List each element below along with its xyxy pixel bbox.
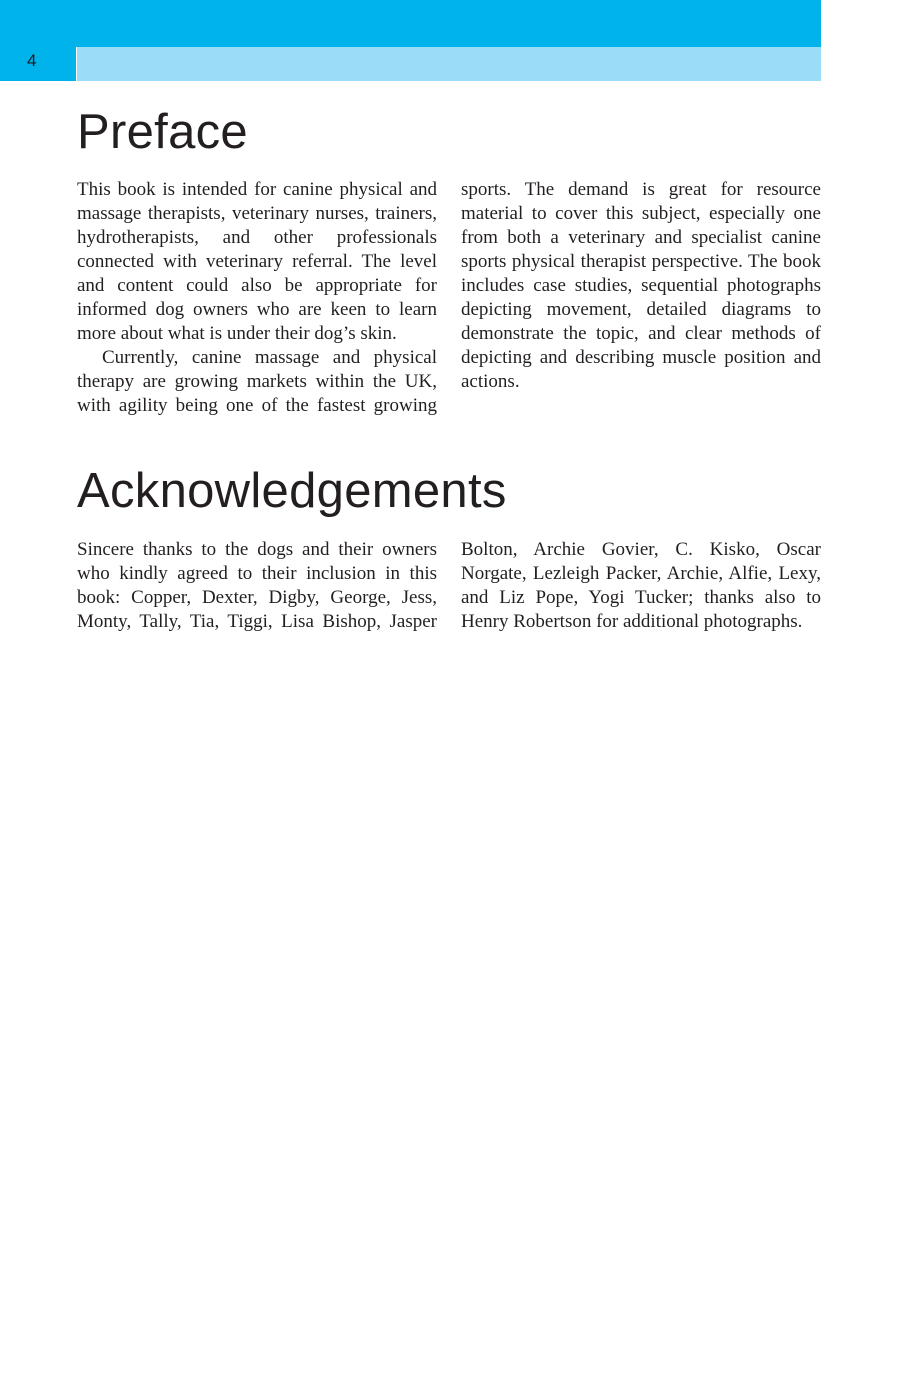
acknowledgements-heading: Acknowledgements	[77, 464, 507, 518]
acknowledgements-paragraph: Sincere thanks to the dogs and their owners who kindly agreed to their inclusion in this book: Copper, Dexter, Digby, George, Jess, Monty, Tally, Tia, Tiggi, Lisa Bishop, Jasper Bolton, Archie Govier, C. Kisko, Oscar Norgate, Lezleigh Packer, Archie, Alfie, Lexy, and Liz Pope, Yogi Tucker; thanks also to Henry Robertson for additional photographs.	[77, 539, 821, 632]
preface-paragraph: Currently, canine massage and physical therapy are growing markets within the UK, with agility being one of the fastest growing sports. The demand is great for resource material to cover this subject, especially one from both a veterinary and specialist canine sports physical therapist perspective. The book includes case studies, sequential photographs depicting movement, detailed diagrams to demonstrate the topic, and clear methods of depicting and describing muscle position and actions.	[77, 179, 821, 416]
acknowledgements-body	[77, 538, 821, 634]
preface-heading: Preface	[77, 105, 248, 159]
header-bar	[0, 0, 821, 47]
preface-paragraph: This book is intended for canine physical and massage therapists, veterinary nurses, trainers, hydrotherapists, and other professionals connected with veterinary referral. The level and content could also be appropriate for informed dog owners who are keen to learn more about what is under their dog’s skin.	[77, 179, 437, 344]
preface-body	[77, 178, 821, 418]
page-number-tab	[0, 47, 76, 81]
page-number: 4	[27, 51, 37, 70]
header-band	[77, 47, 821, 81]
